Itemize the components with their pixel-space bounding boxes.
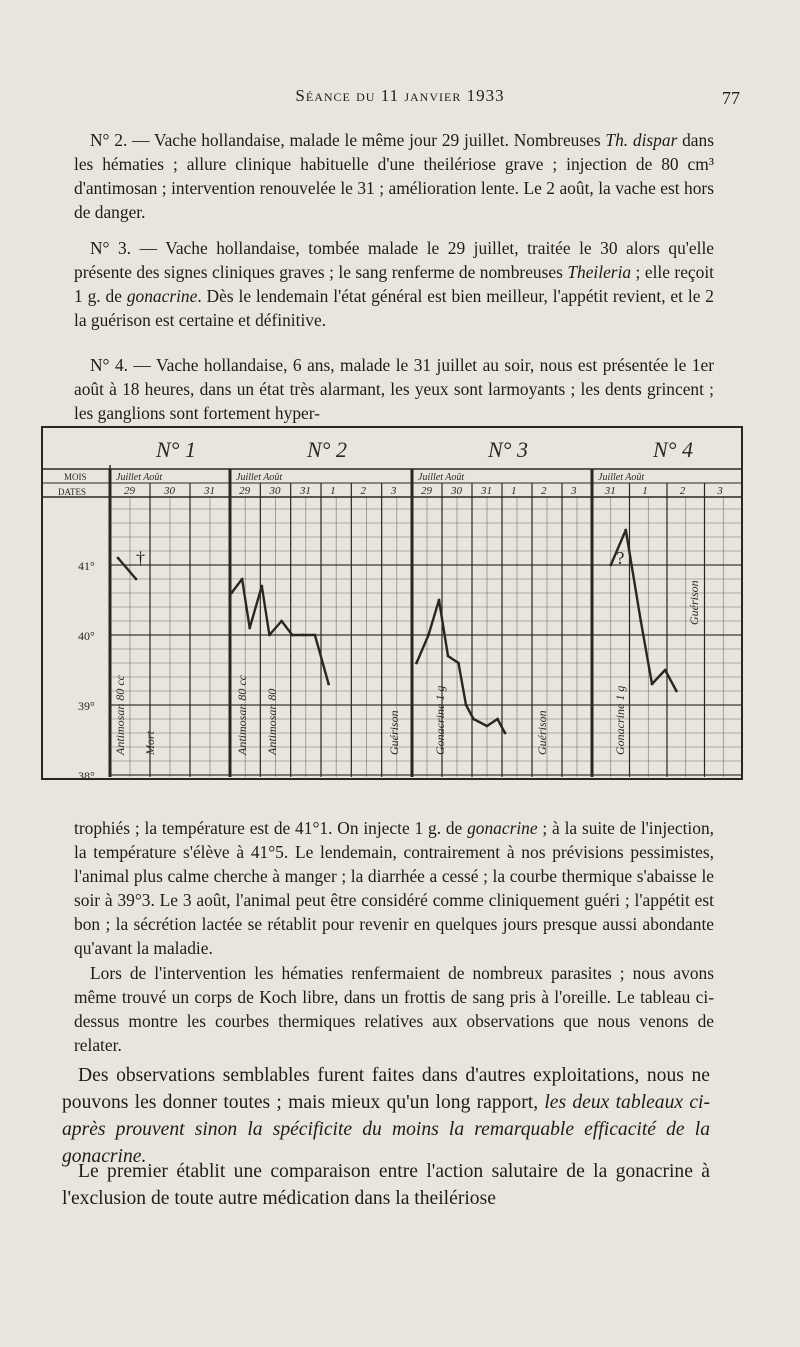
panel-date: 1	[642, 485, 648, 497]
paragraph-text: Des observations semblables furent faites dans d'autres exploitations, nous ne pouvons les donner toutes ; mais mieux qu'un long rapport,	[62, 1065, 710, 1113]
temperature-point	[268, 634, 271, 637]
temperature-point	[504, 732, 507, 735]
y-tick-label: 41°	[78, 559, 95, 573]
temperature-point	[472, 718, 475, 721]
panel-label: N° 3	[488, 437, 528, 462]
temperature-point	[291, 634, 294, 637]
paragraph-case-4	[74, 353, 714, 425]
paragraph-text: Lors de l'intervention les hématies renfermaient de nombreux parasites ; nous avons même trouvé un corps de Koch libre, dans un frottis de sang pris à l'oreille. Le tableau ci-dessus montre les courbes thermiques relatives aux observations que nous venons de relater.	[74, 963, 714, 1055]
panel-date: 29	[124, 485, 135, 497]
treatment-annotation: Antimosan 80 cc	[113, 675, 127, 755]
temperature-point	[314, 634, 317, 637]
paragraph-text: ; à la suite de l'injection, la température s'élève à 41°5. Le lendemain, contrairement à nos prévisions pessimistes, l'animal plus calme cherche à manger ; la diarrhée a cessé ; la courbe thermique s'abaisse le soir à 39°3. Le 3 août, l'animal peut être considéré comme cliniquement guéri ; l'appétit est bon ; la sécrétion lactée se rétablit pour revenir en quelques jours presque aussi abondante qu'avant la maladie.	[74, 818, 714, 958]
paragraph-italic: gonacrine	[467, 818, 538, 838]
panel-date: 3	[571, 485, 577, 497]
running-head: Séance du 11 janvier 1933	[295, 86, 505, 105]
panel-month: Juillet Août	[598, 472, 645, 483]
paragraph-italic: Th. dispar	[605, 130, 678, 150]
panel-date: 1	[330, 485, 336, 497]
temperature-point	[117, 557, 120, 560]
panel-date: 2	[360, 485, 366, 497]
temperature-point	[248, 627, 251, 630]
panel-date: 30	[451, 485, 462, 497]
paragraph-comparison	[62, 1158, 710, 1212]
page-number: 77	[722, 88, 740, 108]
temperature-point	[639, 620, 642, 623]
panel-label: N° 2	[307, 437, 347, 462]
paragraph-observations	[62, 1062, 710, 1170]
temperature-point	[486, 725, 489, 728]
treatment-annotation: Guérison	[535, 710, 549, 755]
paragraph-text: Le premier établit une comparaison entre l'action salutaire de la gonacrine à l'exclusion de toute autre médication dans la theilériose	[62, 1161, 710, 1209]
panel-date: 3	[717, 485, 723, 497]
temperature-point	[427, 634, 430, 637]
panel-month: Juillet Août	[418, 472, 465, 483]
treatment-annotation: Antimosan 80 cc	[235, 675, 249, 755]
case-label: N° 3.	[90, 238, 132, 258]
panel-month: Juillet Août	[236, 472, 283, 483]
temperature-point	[624, 529, 627, 532]
page-header	[60, 86, 740, 116]
case-label: N° 2.	[90, 130, 128, 150]
paragraph-italic: gonacrine	[126, 286, 198, 306]
y-tick-label: 39°	[78, 699, 95, 713]
paragraph-italic: les deux tableaux ci-après prouvent sinon la spécificite du moins la remarquable efficacité de la gonacrine.	[62, 1092, 710, 1167]
annotation-mark: ?	[616, 548, 625, 568]
panel-month: Juillet Août	[116, 472, 163, 483]
paragraph-text: dans les hématies ; allure clinique habituelle d'une theilériose grave ; injection de 80 cm³ d'antimosan ; intervention renouvelée le 31 ; amélioration lente. Le 2 août, la vache est hors de danger.	[74, 130, 714, 222]
panel-date: 31	[299, 485, 311, 497]
temperature-point	[457, 662, 460, 665]
temperature-point	[465, 704, 468, 707]
treatment-annotation: Gonacrine 1 g	[613, 685, 627, 755]
temperature-curve	[417, 600, 506, 733]
temperature-point	[415, 662, 418, 665]
temperature-point	[675, 690, 678, 693]
temperature-point	[241, 578, 244, 581]
panel-date: 31	[204, 485, 215, 497]
panel-date: 30	[269, 485, 281, 497]
paragraph-text: . Dès le lendemain l'état général est bien meilleur, l'appétit revient, et le 2 la guérison est certaine et définitive.	[74, 286, 714, 330]
paragraph-text: — Vache hollandaise, malade le même jour 29 juillet. Nombreuses	[127, 130, 606, 150]
paragraph-italic: Theileria	[567, 262, 632, 282]
paragraph-case-4-continued	[74, 816, 714, 960]
panel-date: 2	[679, 485, 686, 497]
temperature-point	[664, 669, 667, 672]
annotation-mark: †	[136, 548, 145, 568]
treatment-annotation: Mort	[143, 731, 157, 755]
temperature-point	[496, 718, 499, 721]
temperature-point	[230, 592, 233, 595]
dates-label: DATES	[58, 487, 87, 497]
paragraph-text: ; elle reçoit 1 g. de	[74, 262, 714, 306]
temperature-chart-svg	[34, 425, 746, 785]
panel-date: 29	[239, 485, 251, 497]
temperature-chart	[34, 425, 746, 785]
treatment-annotation: Antimosan 80	[265, 688, 279, 755]
panel-date: 31	[604, 485, 616, 497]
panel-label: N° 1	[156, 437, 196, 462]
temperature-point	[447, 655, 450, 658]
temperature-point	[260, 585, 263, 588]
temperature-point	[280, 620, 283, 623]
temperature-point	[438, 599, 441, 602]
temperature-curve	[232, 579, 329, 684]
y-tick-label: 38°	[78, 769, 95, 783]
panel-date: 2	[541, 485, 547, 497]
y-tick-label: 40°	[78, 629, 95, 643]
paragraph-text: — Vache hollandaise, tombée malade le 29 juillet, traitée le 30 alors qu'elle présente des signes cliniques graves ; le sang renferme de nombreuses	[74, 238, 714, 282]
temperature-point	[135, 578, 138, 581]
temperature-point	[327, 683, 330, 686]
panel-date: 29	[421, 485, 432, 497]
temperature-point	[301, 634, 304, 637]
panel-label: N° 4	[653, 437, 693, 462]
paragraph-text: — Vache hollandaise, 6 ans, malade le 31 juillet au soir, nous est présentée le 1er août à 18 heures, dans un état très alarmant, les yeux sont larmoyants ; les dents grincent ; les ganglions sont fortement hyper-	[74, 355, 715, 423]
paragraph-case-2	[74, 128, 714, 224]
temperature-curve	[118, 558, 136, 579]
treatment-annotation: Guérison	[687, 580, 701, 625]
treatment-annotation: Guérison	[387, 710, 401, 755]
temperature-point	[609, 564, 612, 567]
treatment-annotation: Gonacrine 1 g	[433, 685, 447, 755]
paragraph-case-3	[74, 236, 714, 332]
temperature-point	[651, 683, 654, 686]
case-label: N° 4.	[90, 355, 129, 375]
paragraph-text: trophiés ; la température est de 41°1. On injecte 1 g. de	[74, 818, 468, 838]
panel-date: 3	[390, 485, 397, 497]
panel-date: 30	[164, 485, 175, 497]
mois-label: MOIS	[64, 472, 87, 482]
panel-date: 31	[481, 485, 492, 497]
panel-date: 1	[511, 485, 517, 497]
paragraph-koch	[74, 961, 714, 1057]
